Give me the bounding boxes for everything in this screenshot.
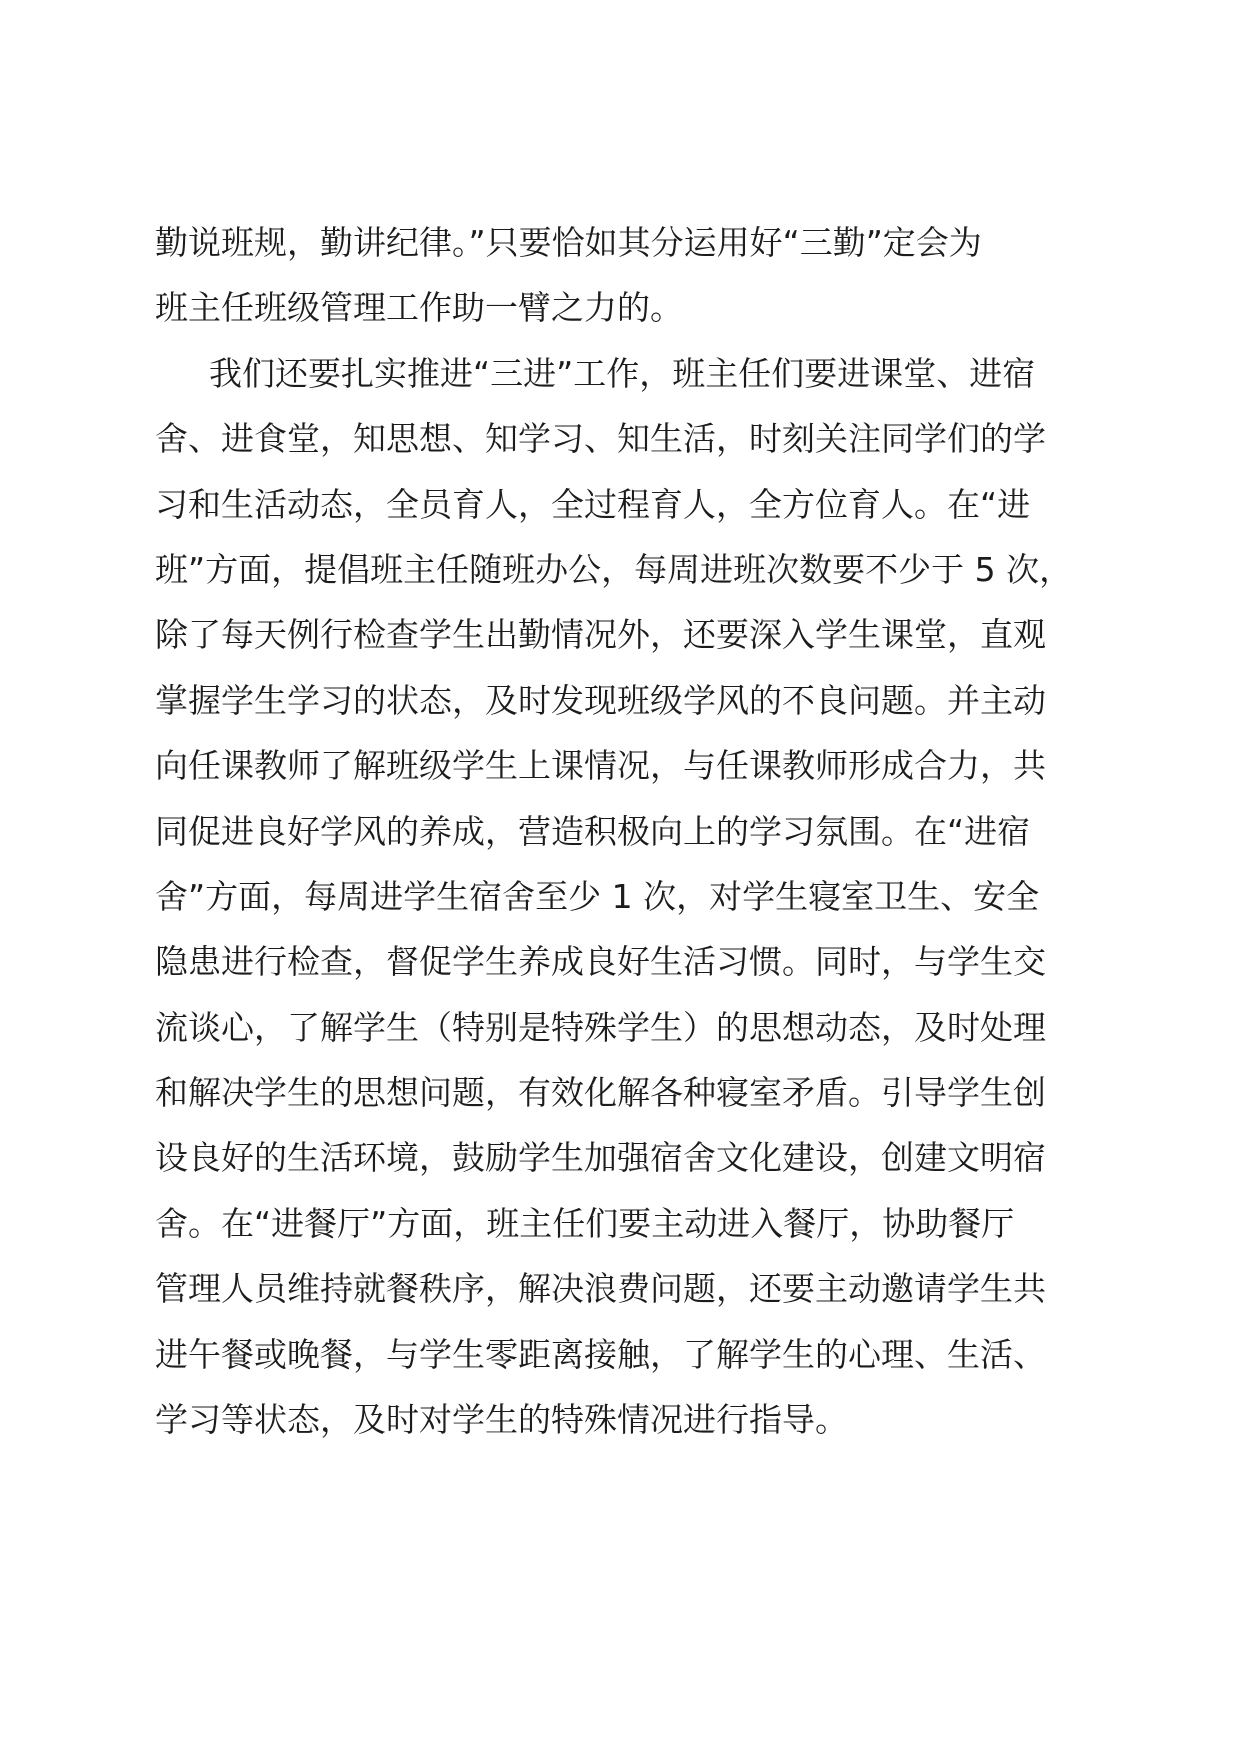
text-line: 隐患进行检查，督促学生养成良好生活习惯。同时，与学生交 [155, 942, 1046, 982]
text-line: 学习等状态，及时对学生的特殊情况进行指导。 [155, 1400, 848, 1440]
text-line: 班”方面，提倡班主任随班办公，每周进班次数要不少于 5 次， [155, 549, 1073, 589]
text-line: 管理人员维持就餐秩序，解决浪费问题，还要主动邀请学生共 [155, 1269, 1046, 1309]
text-line: 进午餐或晚餐，与学生零距离接触，了解学生的心理、生活、 [155, 1334, 1046, 1374]
paragraph-first-line: 我们还要扎实推进“三进”工作，班主任们要进课堂、进宿 [209, 353, 1036, 393]
body-text [155, 210, 1085, 1452]
text-line: 向任课教师了解班级学生上课情况，与任课教师形成合力，共 [155, 746, 1046, 786]
text-line: 舍”方面，每周进学生宿舍至少 1 次，对学生寝室卫生、安全 [155, 876, 1040, 916]
text-line: 设良好的生活环境，鼓励学生加强宿舍文化建设，创建文明宿 [155, 1138, 1046, 1178]
text-line: 流谈心，了解学生（特别是特殊学生）的思想动态，及时处理 [155, 1007, 1046, 1047]
text-line: 勤说班规，勤讲纪律。”只要恰如其分运用好“三勤”定会为 [155, 223, 982, 262]
text-line: 除了每天例行检查学生出勤情况外，还要深入学生课堂，直观 [155, 615, 1046, 655]
text-line: 掌握学生学习的状态，及时发现班级学风的不良问题。并主动 [155, 680, 1046, 720]
text-line: 班主任班级管理工作助一臂之力的。 [155, 288, 683, 328]
text-line: 舍、进食堂，知思想、知学习、知生活，时刻关注同学们的学 [155, 419, 1046, 459]
text-line: 同促进良好学风的养成，营造积极向上的学习氛围。在“进宿 [155, 811, 1031, 851]
text-line: 和解决学生的思想问题，有效化解各种寝室矛盾。引导学生创 [155, 1073, 1046, 1113]
text-line: 舍。在“进餐厅”方面，班主任们要主动进入餐厅，协助餐厅 [155, 1203, 1015, 1243]
text-line: 习和生活动态，全员育人，全过程育人，全方位育人。在“进 [155, 484, 1031, 524]
